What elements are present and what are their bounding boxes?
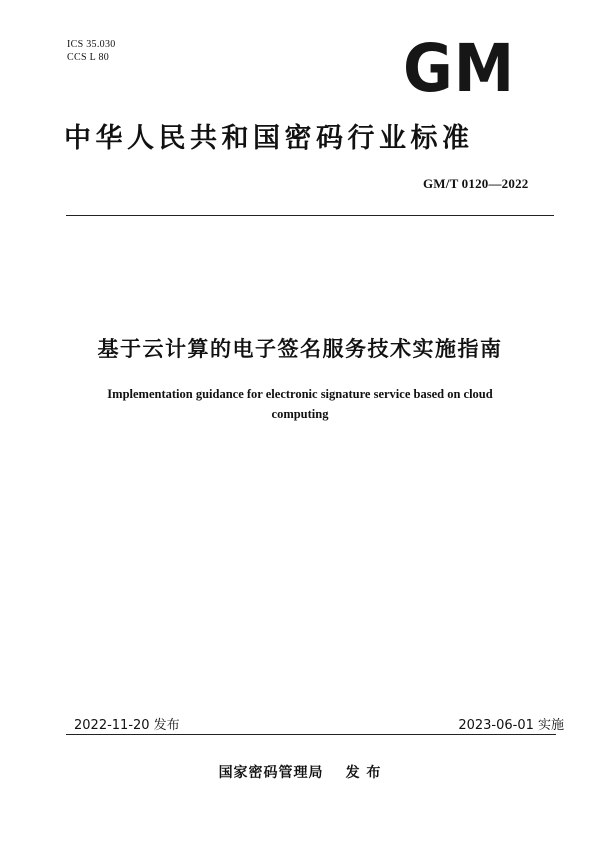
document-title-english: Implementation guidance for electronic signature service based on cloud computing (107, 387, 493, 421)
footer-divider (66, 734, 556, 735)
header-divider (66, 215, 554, 216)
classification-codes (67, 38, 116, 64)
document-title-chinese: 基于云计算的电子签名服务技术实施指南 (97, 337, 503, 361)
standard-number: GM/T 0120—2022 (423, 176, 529, 191)
publish-label: 发 布 (345, 765, 382, 781)
ics-code: ICS 35.030 (67, 39, 116, 50)
ccs-code: CCS L 80 (67, 52, 110, 63)
implementation-date: 2023-06-01 实施 (458, 718, 564, 733)
publisher-name: 国家密码管理局 (218, 765, 324, 781)
publisher-line (0, 762, 600, 782)
standard-category-title: 中华人民共和国密码行业标准 (64, 123, 474, 154)
issue-date: 2022-11-20 发布 (74, 718, 180, 733)
gm-logo: GM (403, 30, 516, 107)
